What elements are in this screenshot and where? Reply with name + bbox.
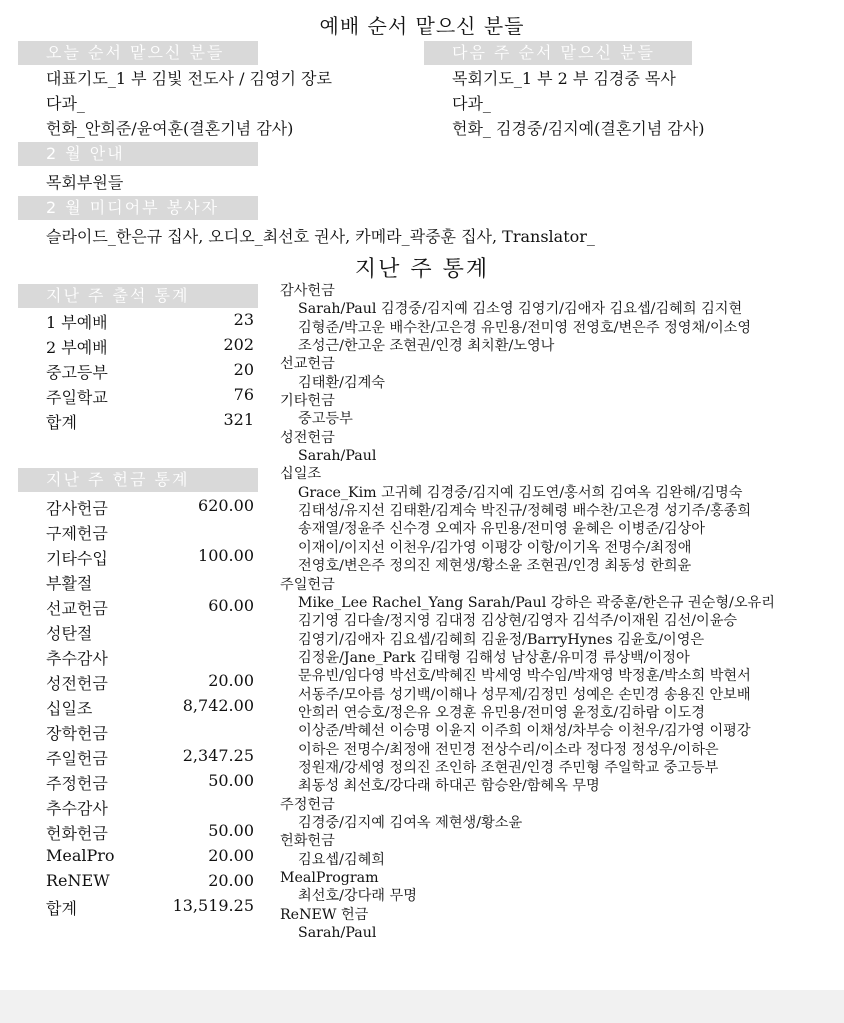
offering-label: 구제헌금: [46, 524, 108, 543]
offering-value: 620.00: [198, 496, 254, 515]
feb-notice-header: 2 월 안내: [18, 142, 258, 166]
donor-category: 주정헌금: [280, 796, 335, 813]
offering-label: 헌화헌금: [46, 824, 108, 843]
donor-names: Mike_Lee Rachel_Yang Sarah/Paul 강하은 곽중훈/한은규 권순형/오유리: [298, 594, 775, 611]
donor-category: 감사헌금: [280, 283, 335, 299]
attendance-header: 지난 주 출석 통계: [18, 284, 258, 308]
offering-label: 성전헌금: [46, 674, 108, 693]
donor-names: 김형준/박고운 배수찬/고은경 유민용/전미영 전영호/변은주 정영채/이소영: [298, 319, 752, 336]
offering-label: 부활절: [46, 574, 93, 593]
this-week-header: 오늘 순서 맡으신 분들: [18, 41, 258, 65]
offering-value: 20.00: [208, 671, 254, 690]
offering-label: 기타수입: [46, 549, 108, 568]
attendance-value: 76: [233, 385, 254, 404]
next-week-line: 목회기도_1 부 2 부 김경중 목사: [452, 69, 676, 88]
donor-category: 주일헌금: [280, 576, 335, 593]
donor-category: 성전헌금: [280, 429, 335, 446]
offering-label: 장학헌금: [46, 724, 108, 743]
attendance-total-label: 합계: [46, 413, 77, 432]
donor-names: 최동성 최선호/강다래 하대곤 함승완/함혜옥 무명: [298, 778, 600, 795]
offering-value: 2,347.25: [182, 746, 254, 765]
donor-names: 중고등부: [298, 411, 353, 428]
offering-total-label: 합계: [46, 899, 77, 918]
donor-category: 십일조: [280, 466, 322, 483]
offering-label: 추수감사: [46, 799, 108, 818]
offering-value: 20.00: [208, 871, 254, 890]
next-week-line: 다과_: [452, 94, 491, 113]
donor-names: 김영기/김애자 김요셉/김혜희 김윤정/BarryHynes 김윤호/이영은: [298, 631, 705, 648]
attendance-value: 202: [223, 335, 254, 354]
offering-header: 지난 주 헌금 통계: [18, 468, 258, 492]
feb-media-header: 2 월 미디어부 봉사자: [18, 196, 258, 220]
donor-names: Sarah/Paul: [298, 925, 377, 942]
offering-value: 8,742.00: [182, 696, 254, 715]
attendance-label: 1 부예배: [46, 313, 108, 332]
offering-label: 성탄절: [46, 624, 93, 643]
donor-list: [280, 282, 840, 942]
this-week-line: 헌화_안희준/윤여훈(결혼기념 감사): [46, 119, 294, 138]
offering-label: 주일헌금: [46, 749, 108, 768]
donor-names: 안희러 연승호/정은유 오경훈 유민용/전미영 윤정호/김하람 이도경: [298, 704, 705, 721]
attendance-total-value: 321: [223, 410, 254, 429]
donor-names: Sarah/Paul: [298, 448, 377, 465]
donor-names: 이하은 전명수/최정애 전민경 전상수리/이소라 정다정 정성우/이하은: [298, 741, 719, 758]
donor-names: 김태성/유지선 김태환/김계숙 박진규/정혜령 배수찬/고은경 성기주/홍종희: [298, 503, 752, 520]
attendance-label: 주일학교: [46, 388, 108, 407]
donor-names: 전영호/변은주 정의진 제현생/황소윤 조현권/인경 최동성 한희윤: [298, 558, 692, 575]
attendance-value: 20: [233, 360, 254, 379]
this-week-line: 대표기도_1 부 김빛 전도사 / 김영기 장로: [46, 69, 332, 88]
donor-category: MealProgram: [280, 870, 379, 886]
offering-label: ReNEW: [46, 871, 110, 890]
offering-value: 60.00: [208, 596, 254, 615]
attendance-label: 2 부예배: [46, 338, 108, 357]
donor-names: Grace_Kim 고귀혜 김경중/김지예 김도연/홍서희 김여옥 김완해/김명숙: [298, 484, 743, 501]
donor-category: ReNEW 헌금: [280, 906, 369, 923]
donor-names: 문유빈/임다영 박선호/박혜진 박세영 박수임/박재영 박정훈/박소희 박현서: [298, 668, 751, 685]
next-week-line: 헌화_ 김경중/김지예(결혼기념 감사): [452, 119, 705, 138]
donor-category: 헌화헌금: [280, 833, 335, 850]
donor-category: 기타헌금: [280, 393, 335, 410]
offering-label: 주정헌금: [46, 774, 108, 793]
feb-media-text: 슬라이드_한은규 집사, 오디오_최선호 권사, 카메라_곽중훈 집사, Translator_: [46, 227, 595, 246]
donor-category: 선교헌금: [280, 356, 335, 373]
offering-label: 십일조: [46, 699, 93, 718]
this-week-line: 다과_: [46, 94, 85, 113]
donor-names: 조성근/한고운 조현권/인경 최치환/노영나: [298, 338, 555, 355]
donor-names: 서동주/모아름 성기백/이해나 성무제/김정민 성예은 손민경 송용진 안보배: [298, 686, 751, 703]
offering-label: 추수감사: [46, 649, 108, 668]
feb-notice-text: 목회부원들: [46, 173, 124, 192]
page-title: 예배 순서 맡으신 분들: [319, 14, 525, 38]
offering-label: 감사헌금: [46, 499, 108, 518]
offering-label: 선교헌금: [46, 599, 108, 618]
donor-names: Sarah/Paul 김경중/김지예 김소영 김영기/김애자 김요셉/김혜희 김지현: [298, 301, 743, 318]
donor-names: 김태환/김계숙: [298, 374, 386, 391]
donor-names: 이상준/박혜선 이승명 이윤지 이주희 이채성/차부승 이천우/김가영 이평강: [298, 723, 751, 740]
donor-names: 최선호/강다래 무명: [298, 888, 417, 905]
donor-names: 김정윤/Jane_Park 김태형 김해성 남상훈/유미경 류상백/이정아: [298, 649, 690, 666]
donor-names: 송재열/정윤주 신수경 오예자 유민용/전미영 윤혜은 이병준/김상아: [298, 521, 705, 538]
offering-value: 50.00: [208, 821, 254, 840]
attendance-label: 중고등부: [46, 363, 108, 382]
page-footer-strip: [0, 990, 844, 1023]
next-week-header: 다음 주 순서 맡으신 분들: [424, 41, 692, 65]
offering-value: 100.00: [198, 546, 254, 565]
offering-value: 50.00: [208, 771, 254, 790]
donor-names: 김요셉/김혜희: [298, 851, 386, 868]
donor-names: 정원재/강세영 정의진 조인하 조현권/인경 주민형 주일학교 중고등부: [298, 759, 719, 776]
offering-total-value: 13,519.25: [172, 896, 254, 915]
attendance-value: 23: [233, 310, 254, 329]
donor-names: 이재이/이지선 이천우/김가영 이평강 이항/이기옥 전명수/최정애: [298, 539, 692, 556]
offering-value: 20.00: [208, 846, 254, 865]
stats-title: 지난 주 통계: [354, 257, 490, 282]
donor-names: 김기영 김다솔/정지영 김대정 김상현/김영자 김석주/이재원 김선/이윤승: [298, 613, 738, 630]
donor-names: 김경중/김지예 김여옥 제현생/황소윤: [298, 814, 523, 831]
offering-label: MealPro: [46, 846, 115, 865]
